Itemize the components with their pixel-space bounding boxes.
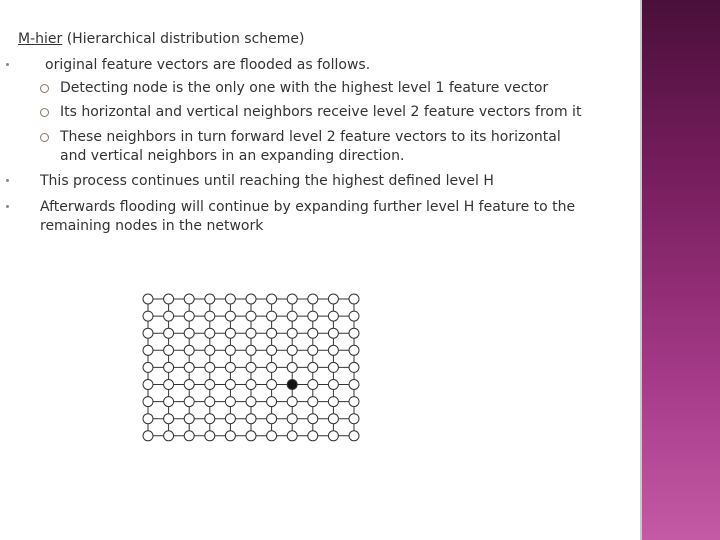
network-node: [143, 414, 153, 424]
network-node: [184, 362, 194, 372]
network-node: [308, 380, 318, 390]
network-node: [328, 431, 338, 441]
sub-bullet-text-line2: and vertical neighbors in an expanding direction.: [60, 148, 405, 164]
mesh-network-figure: [138, 290, 368, 445]
network-node: [267, 414, 277, 424]
network-node: [308, 362, 318, 372]
network-node: [246, 397, 256, 407]
network-node: [184, 294, 194, 304]
network-node: [308, 414, 318, 424]
network-node: [308, 345, 318, 355]
network-node: [349, 431, 359, 441]
bullet-item: [6, 56, 606, 76]
ring-bullet-icon: [40, 133, 49, 142]
network-node: [164, 397, 174, 407]
slide-title: [18, 31, 305, 47]
network-node: [205, 414, 215, 424]
network-node: [267, 397, 277, 407]
network-node: [225, 328, 235, 338]
ring-bullet-icon: [40, 108, 49, 117]
network-node: [349, 345, 359, 355]
network-node: [205, 397, 215, 407]
network-node: [184, 414, 194, 424]
network-node: [328, 328, 338, 338]
network-node: [328, 294, 338, 304]
network-node: [287, 397, 297, 407]
network-node: [205, 345, 215, 355]
network-node: [184, 431, 194, 441]
network-node: [143, 362, 153, 372]
network-node: [164, 345, 174, 355]
network-node: [349, 362, 359, 372]
network-node: [143, 397, 153, 407]
network-node: [267, 362, 277, 372]
title-rest: (Hierarchical distribution scheme): [62, 31, 305, 47]
network-node: [328, 380, 338, 390]
bullet-item: [6, 172, 606, 192]
network-node: [246, 294, 256, 304]
network-node: [164, 328, 174, 338]
network-node: [267, 294, 277, 304]
network-node: [287, 362, 297, 372]
network-node: [308, 328, 318, 338]
network-node: [246, 311, 256, 321]
network-node: [308, 294, 318, 304]
network-node: [287, 431, 297, 441]
bullet-text: original feature vectors are flooded as follows.: [45, 57, 371, 73]
network-node: [225, 431, 235, 441]
network-node: [184, 311, 194, 321]
network-node: [349, 380, 359, 390]
network-node: [164, 380, 174, 390]
network-node: [205, 431, 215, 441]
network-node: [287, 328, 297, 338]
sub-bullet-text-line1: These neighbors in turn forward level 2 feature vectors to its horizontal: [60, 129, 561, 145]
sub-bullet-item: [40, 103, 635, 123]
network-node: [164, 294, 174, 304]
network-node: [308, 397, 318, 407]
network-node: [246, 431, 256, 441]
network-node: [164, 362, 174, 372]
network-node: [349, 294, 359, 304]
network-node: [349, 397, 359, 407]
network-node: [328, 397, 338, 407]
bullet-text-line1: Afterwards flooding will continue by expanding further level H feature to the: [40, 199, 576, 215]
sub-bullet-item: [40, 128, 630, 168]
sub-bullet-text: Detecting node is the only one with the highest level 1 feature vector: [60, 80, 549, 96]
network-node: [143, 294, 153, 304]
network-node: [349, 328, 359, 338]
network-node: [143, 380, 153, 390]
bullet-dot-icon: [6, 205, 9, 208]
network-node: [267, 311, 277, 321]
title-underlined: M-hier: [18, 31, 63, 47]
network-node: [225, 397, 235, 407]
network-node: [184, 328, 194, 338]
network-node: [184, 380, 194, 390]
network-node: [246, 362, 256, 372]
sub-bullet-item: [40, 79, 630, 99]
network-node: [246, 345, 256, 355]
bullet-dot-icon: [6, 179, 9, 182]
detecting-node: [287, 380, 297, 390]
sub-bullet-text: Its horizontal and vertical neighbors receive level 2 feature vectors from it: [60, 104, 582, 120]
network-node: [349, 414, 359, 424]
network-node: [205, 362, 215, 372]
network-node: [225, 362, 235, 372]
network-node: [287, 294, 297, 304]
network-node: [225, 414, 235, 424]
network-node: [308, 431, 318, 441]
network-node: [164, 431, 174, 441]
network-node: [143, 431, 153, 441]
network-node: [328, 414, 338, 424]
network-node: [225, 294, 235, 304]
network-node: [205, 311, 215, 321]
network-node: [267, 431, 277, 441]
bullet-dot-icon: [6, 63, 9, 66]
network-node: [143, 345, 153, 355]
network-node: [184, 397, 194, 407]
network-node: [205, 380, 215, 390]
network-node: [267, 380, 277, 390]
network-node: [164, 414, 174, 424]
network-node: [328, 345, 338, 355]
network-node: [164, 311, 174, 321]
network-node: [225, 380, 235, 390]
network-node: [246, 380, 256, 390]
network-node: [287, 414, 297, 424]
network-node: [205, 328, 215, 338]
network-node: [205, 294, 215, 304]
network-node: [225, 345, 235, 355]
bullet-item: [6, 198, 631, 238]
network-node: [328, 362, 338, 372]
network-node: [287, 345, 297, 355]
bullet-text-line2: remaining nodes in the network: [40, 218, 264, 234]
network-node: [143, 328, 153, 338]
network-node: [246, 328, 256, 338]
network-node: [308, 311, 318, 321]
network-node: [328, 311, 338, 321]
ring-bullet-icon: [40, 84, 49, 93]
network-node: [287, 311, 297, 321]
network-node: [267, 345, 277, 355]
decorative-sidebar: [642, 0, 720, 540]
network-node: [184, 345, 194, 355]
network-node: [349, 311, 359, 321]
network-node: [267, 328, 277, 338]
bullet-text: This process continues until reaching the highest defined level H: [40, 173, 494, 189]
network-node: [143, 311, 153, 321]
network-node: [246, 414, 256, 424]
network-node: [225, 311, 235, 321]
